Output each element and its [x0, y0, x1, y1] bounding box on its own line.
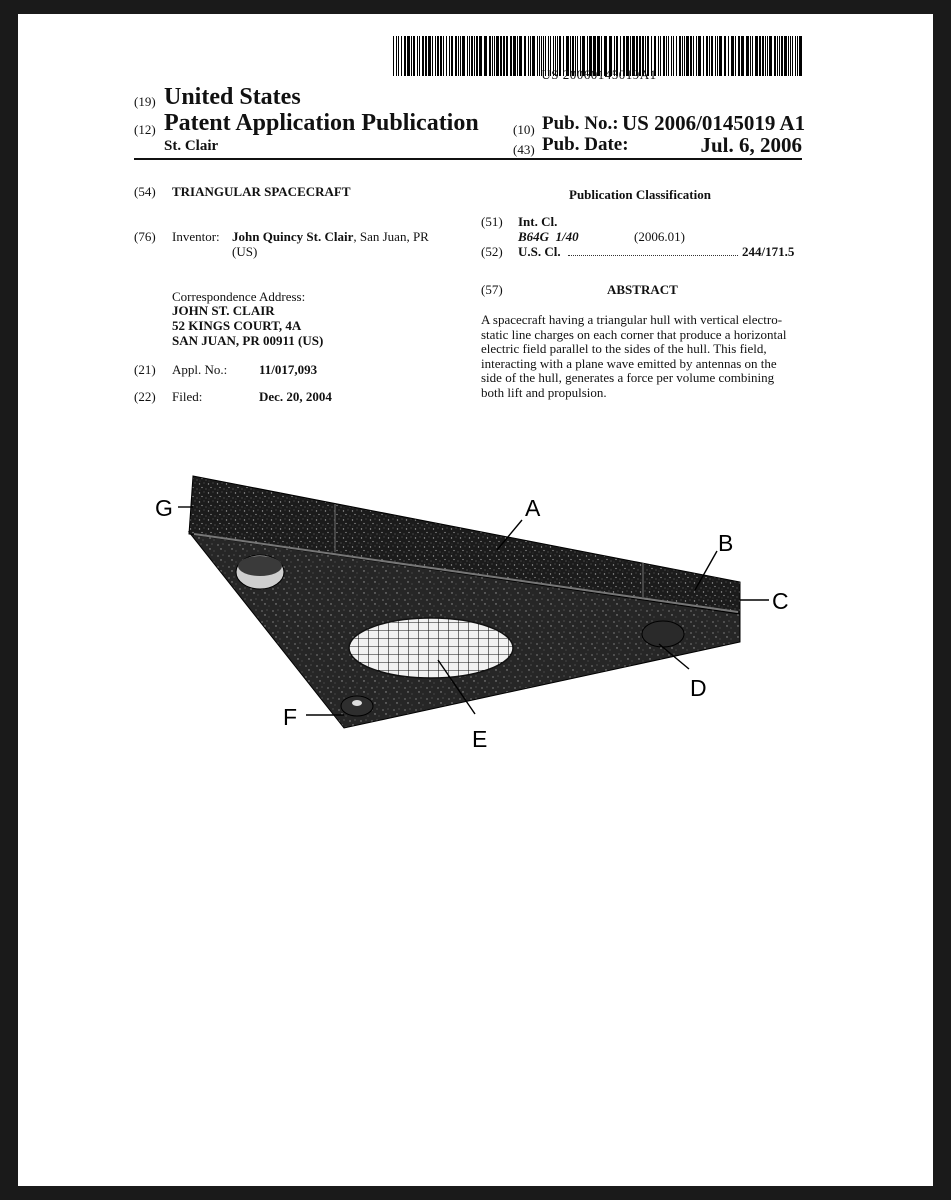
- pub-no: US 2006/0145019 A1: [622, 111, 806, 135]
- code-57: (57): [481, 282, 503, 297]
- filed-label: Filed:: [172, 389, 203, 404]
- spacecraft-figure: [18, 14, 933, 1186]
- abstract-line: electric field parallel to the sides of the hull. This field,: [481, 341, 767, 356]
- figure-label-b: B: [718, 530, 734, 556]
- figure-label-g: G: [155, 495, 173, 521]
- correspondence-label: Correspondence Address:: [172, 289, 306, 304]
- corner-dome-left-shadow: [238, 556, 282, 576]
- inventor-short: St. Clair: [164, 138, 219, 154]
- appl-no: 11/017,093: [259, 362, 318, 377]
- abstract-line: A spacecraft having a triangular hull with vertical electro-: [481, 312, 783, 327]
- code-10: (10): [513, 122, 535, 137]
- corner-dome-front-highlight: [352, 700, 362, 706]
- pub-date: Jul. 6, 2006: [700, 133, 802, 157]
- corner-dome-right: [642, 621, 684, 647]
- code-54: (54): [134, 184, 156, 199]
- filed-date: Dec. 20, 2004: [259, 389, 332, 404]
- figure-label-a: A: [525, 495, 541, 521]
- int-cl-label: Int. Cl.: [518, 214, 558, 229]
- abstract-line: static line charges on each corner that produce a horizontal: [481, 326, 787, 342]
- appl-label: Appl. No.:: [172, 362, 228, 377]
- inventor-name: John Quincy St. Clair: [232, 229, 354, 244]
- code-21: (21): [134, 362, 156, 377]
- pub-no-label: Pub. No.:: [542, 113, 619, 134]
- code-51: (51): [481, 214, 503, 229]
- title: TRIANGULAR SPACECRAFT: [172, 184, 351, 199]
- int-cl-code: B64G 1/40: [518, 229, 579, 244]
- figure-label-f: F: [283, 704, 298, 730]
- country: United States: [164, 84, 301, 110]
- code-22: (22): [134, 389, 156, 404]
- code-76: (76): [134, 229, 156, 244]
- code-52: (52): [481, 244, 503, 259]
- figure-label-d: D: [690, 675, 707, 701]
- us-cl-label: U.S. Cl.: [518, 244, 561, 259]
- pub-date-label: Pub. Date:: [542, 134, 629, 155]
- abstract-line: side of the hull, generates a force per volume combining: [481, 370, 775, 385]
- correspondence-line-1: JOHN ST. CLAIR: [172, 303, 275, 318]
- code-19: (19): [134, 94, 156, 109]
- code-12: (12): [134, 122, 156, 137]
- inventor-country: (US): [232, 244, 258, 259]
- abstract-line: both lift and propulsion.: [481, 384, 607, 400]
- correspondence-line-3: SAN JUAN, PR 00911 (US): [172, 333, 324, 348]
- patent-page: [18, 14, 933, 1186]
- inventor-label: Inventor:: [172, 229, 220, 244]
- correspondence-line-2: 52 KINGS COURT, 4A: [172, 318, 302, 333]
- abstract-heading: ABSTRACT: [607, 282, 678, 297]
- us-cl-value: 244/171.5: [742, 244, 795, 259]
- publication-kind: Patent Application Publication: [164, 110, 479, 136]
- figure-label-c: C: [772, 588, 789, 614]
- abstract-line: interacting with a plane wave emitted by antennas on the: [481, 355, 777, 371]
- central-grid-dome: [349, 618, 513, 678]
- inventor-location: , San Juan, PR: [353, 229, 429, 244]
- classification-heading: Publication Classification: [569, 187, 711, 202]
- barcode-number: US 20060145019A1: [541, 67, 657, 82]
- code-43: (43): [513, 142, 535, 157]
- figure-label-e: E: [472, 726, 488, 752]
- int-cl-year: (2006.01): [634, 229, 685, 244]
